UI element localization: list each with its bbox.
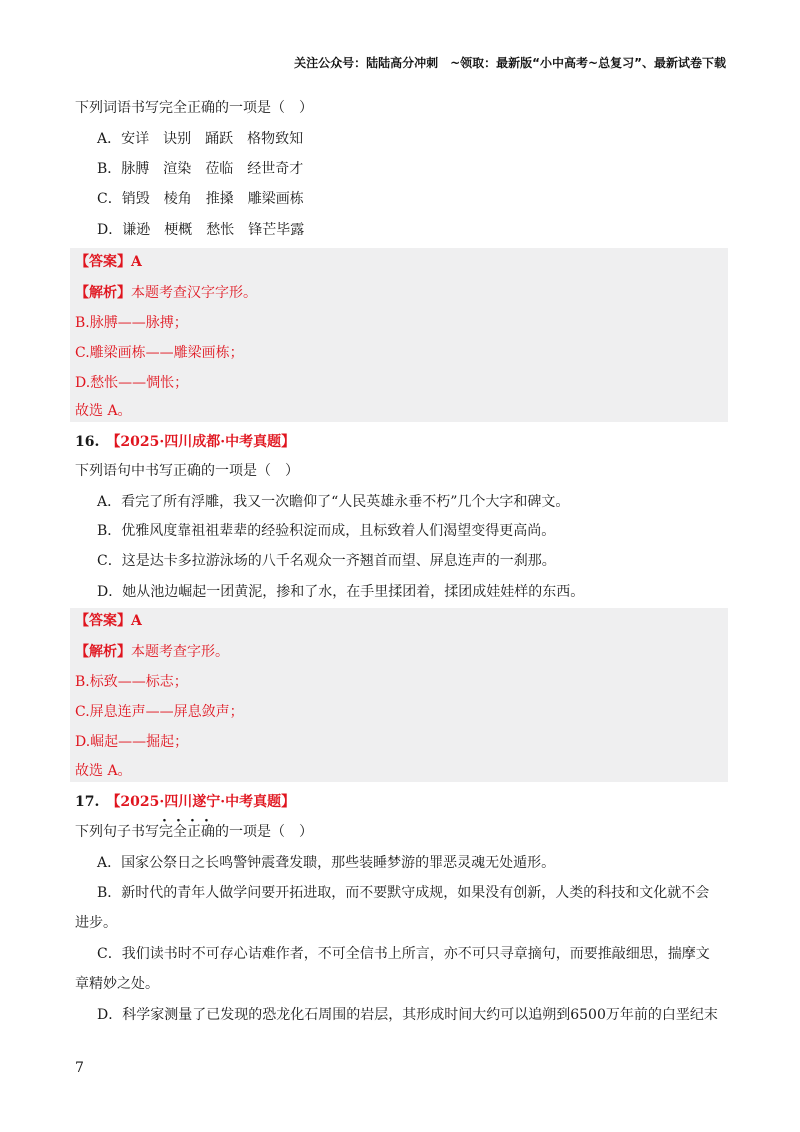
q16-option-a: A．看完了所有浮雕，我又一次瞻仰了“人民英雄永垂不朽”几个大字和碑文。 (97, 494, 570, 510)
word: 格物致知 (247, 131, 304, 147)
question-source: 【2025·四川遂宁·中考真题】 (113, 794, 296, 810)
q15-option-d (97, 220, 318, 240)
word: 梗概 (164, 222, 193, 238)
word: 渲染 (163, 161, 192, 177)
word: 推搡 (205, 191, 234, 207)
q16-note-d: D.崛起——掘起； (75, 734, 189, 750)
q16-note-b: B.标致——标志； (75, 674, 188, 690)
q17-option-a: A．国家公祭日之长鸣警钟震聋发聩，那些装睡梦游的罪恶灵魂无处遁形。 (97, 855, 556, 871)
word: 经世奇才 (247, 161, 304, 177)
page-number: 7 (75, 1060, 84, 1076)
q15-note-d: D.愁怅——惆怅； (75, 375, 189, 391)
question-number: 17. (75, 794, 100, 810)
q16-answer-box (70, 608, 728, 782)
q16-analysis (75, 642, 229, 662)
q16-answer (75, 611, 142, 631)
option-label: B． (97, 161, 122, 177)
q15-option-c (97, 189, 318, 209)
q17-heading (75, 792, 295, 812)
q16-note-c: C.屏息连声——屏息敛声； (75, 704, 244, 720)
q15-note-b: B.脉膊——脉搏； (75, 315, 188, 331)
emphasis-char: 确 (201, 824, 215, 840)
q15-note-c: C.雕梁画栋——雕梁画栋； (75, 345, 244, 361)
q16-option-d: D．她从池边崛起一团黄泥，掺和了水，在手里揉团着，揉团成娃娃样的东西。 (97, 584, 585, 600)
analysis-tag: 【解析】 (75, 285, 131, 301)
word: 踊跃 (205, 131, 234, 147)
q17-option-b: B．新时代的青年人做学问要开拓进取，而不要默守成规，如果没有创新，人类的科技和文化就不会 (97, 885, 710, 901)
q15-analysis (75, 283, 257, 303)
option-label: D． (97, 222, 123, 238)
q15-stem: 下列词语书写完全正确的一项是（ ） (75, 100, 313, 116)
word: 莅临 (205, 161, 234, 177)
q16-stem: 下列语句中书写正确的一项是（ ） (75, 463, 299, 479)
word: 愁怅 (206, 222, 235, 238)
answer-value: A (131, 254, 142, 270)
q17-stem (75, 822, 313, 842)
word: 安详 (121, 131, 150, 147)
q17-option-b-cont: 进步。 (75, 915, 117, 931)
word: 销毁 (121, 191, 150, 207)
q15-answer (75, 252, 142, 272)
question-number: 16. (75, 434, 100, 450)
word: 诀别 (163, 131, 192, 147)
analysis-tag: 【解析】 (75, 644, 131, 660)
emphasis-char: 正 (187, 824, 201, 840)
q17-option-c: C．我们读书时不可存心诘难作者，不可全信书上所言，亦不可只寻章摘句，而要推敲细思，揣摩文 (97, 946, 710, 962)
word: 脉膊 (121, 161, 150, 177)
q16-option-b: B．优雅风度靠祖祖辈辈的经验积淀而成，且标致着人们渴望变得更高尚。 (97, 523, 556, 539)
q15-option-a (97, 129, 317, 149)
analysis-text: 本题考查字形。 (131, 644, 229, 660)
question-source: 【2025·四川成都·中考真题】 (113, 434, 296, 450)
q15-answer-box (70, 248, 728, 422)
q17-option-d: D．科学家测量了已发现的恐龙化石周围的岩层，其形成时间大约可以追朔到6500万年前的白垩纪末 (97, 1007, 718, 1023)
emphasis-char: 完 (159, 824, 173, 840)
option-label: C． (97, 191, 122, 207)
word: 雕梁画栋 (247, 191, 304, 207)
stem-pre: 下列句子书写 (75, 824, 159, 840)
analysis-text: 本题考查汉字字形。 (131, 285, 257, 301)
stem-emphasis (159, 824, 215, 840)
option-label: A． (97, 131, 122, 147)
page-header: 关注公众号：陆陆高分冲刺 ~领取：最新版“小中高考~总复习”、最新试卷下载 (294, 56, 726, 70)
word: 棱角 (163, 191, 192, 207)
answer-value: A (131, 613, 142, 629)
q16-conclusion: 故选 A。 (75, 763, 132, 779)
q15-option-b (97, 159, 317, 179)
q15-conclusion: 故选 A。 (75, 403, 132, 419)
q17-option-c-cont: 章精妙之处。 (75, 976, 159, 992)
answer-tag: 【答案】 (75, 613, 131, 629)
emphasis-char: 全 (173, 824, 187, 840)
q16-option-c: C．这是达卡多拉游泳场的八千名观众一齐翘首而望、屏息连声的一刹那。 (97, 553, 556, 569)
answer-tag: 【答案】 (75, 254, 131, 270)
stem-post: 的一项是（ ） (215, 824, 313, 840)
q16-heading (75, 432, 295, 452)
word: 锋芒毕露 (248, 222, 305, 238)
word: 谦逊 (122, 222, 151, 238)
